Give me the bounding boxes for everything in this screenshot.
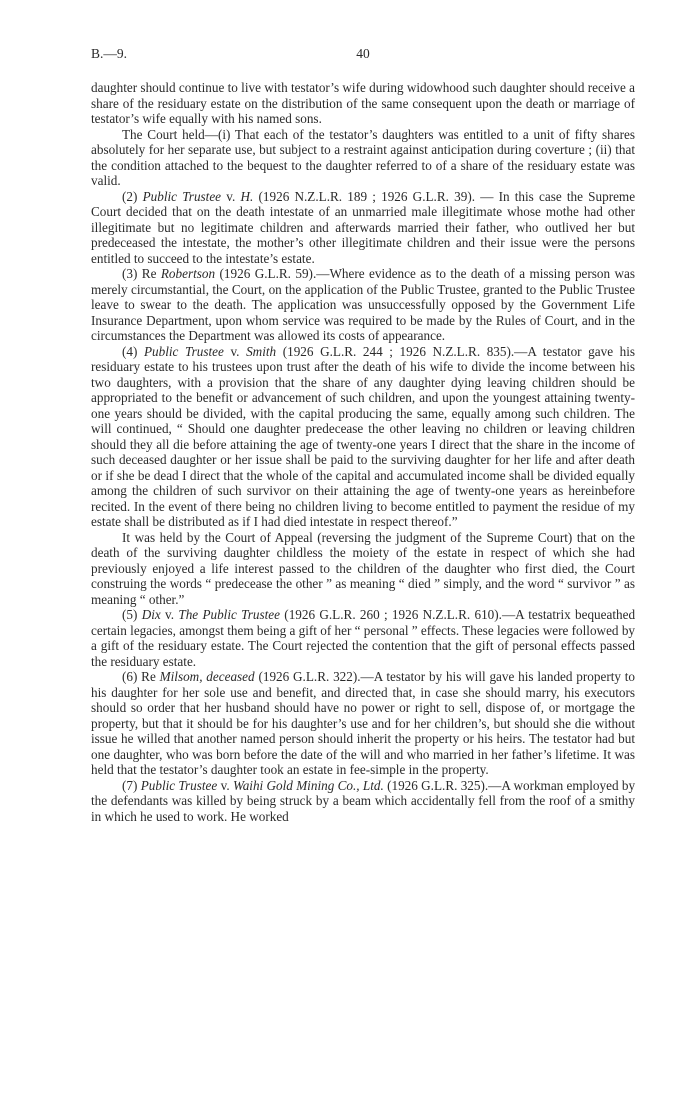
case-paragraph xyxy=(91,607,635,669)
case-text: (1926 G.L.R. 59).—Where evidence as to the death of a missing person was merely circumstantial, the Court, on the application of the Public Trustee, granted to the Public Trustee leave to swear to the death. The application was unsuccessfully opposed by the Government Life Insurance Department, upon whom service was required to be made by the Rules of Court, and in the circumstances the Department was allowed its costs of appearance. xyxy=(91,266,636,343)
case-text: (1926 N.Z.L.R. 189 ; 1926 G.L.R. 39). — In this case the Supreme Court decided that on the death intestate of an unmarried male illegitimate whose mothe had other illegitimate but no legitimate children and afterwards married their father, who outlived her but predeceased the intestate, the mother’s other illegitimate children and their issue were the persons entitled to succeed to the intestate’s estate. xyxy=(91,188,636,266)
case-party: Waihi Gold Mining Co., Ltd. xyxy=(232,777,384,793)
case-paragraph xyxy=(91,778,635,825)
case-text: (1926 G.L.R. 260 ; 1926 N.Z.L.R. 610).—A testatrix bequeathed certain legacies, amongst them being a gift of her “ personal ” effects. These legacies were followed by a gift of the residuary estate. The Court rejected the contention that the gift of personal effects passed the residuary estate. xyxy=(91,607,636,669)
case-name: Dix xyxy=(141,607,161,622)
case-number: (2) xyxy=(122,188,138,204)
case-number: (4) xyxy=(122,343,138,359)
case-paragraph xyxy=(91,266,635,344)
case-text: (1926 G.L.R. 322).—A testator by his will gave his landed property to his daughter for her sole use and benefit, and directed that, in case she should marry, his executors should so order that her husband should have no power or right to sell, dispose of, or mortgage the property, but that it should be for his daughter’s use and for her children’s, but should she die without issue he willed that another named person should inherit the property or his heirs. The testator had but one daughter, who was born before the date of the will and who married in her father’s lifetime. It was held that the testator’s daughter took an estate in fee-simple in the property. xyxy=(91,669,636,777)
case-number: (6) Re xyxy=(122,669,156,684)
case-number: (5) xyxy=(122,607,138,622)
case-name: Public Trustee xyxy=(143,343,224,359)
paragraph: The Court held—(i) That each of the testator’s daughters was entitled to a unit of fifty shares absolutely for her separate use, but subject to a restraint against anticipation during coverture ; (ii) that the condition attached to the bequest to the daughter referred to of a share of the residuary estate was valid. xyxy=(91,126,635,188)
case-name: Public Trustee xyxy=(140,777,218,793)
paragraph: daughter should continue to live with testator’s wife during widowhood such daughter should receive a share of the residuary estate on the distribution of the same consequent upon the death or marriage of testator’s wife equally with his named sons. xyxy=(91,80,635,126)
case-number: (3) Re xyxy=(122,266,157,281)
versus: v. xyxy=(230,343,240,359)
page-number: 40 xyxy=(356,46,370,61)
body-text xyxy=(91,80,635,824)
case-text: (1926 G.L.R. 325).—A workman employed by the defendants was killed by being struck by a beam which accidentally fell from the roof of a smithy in which he used to work. He worked xyxy=(91,777,636,824)
case-party: The Public Trustee xyxy=(178,607,280,622)
case-paragraph xyxy=(91,189,635,267)
case-paragraph xyxy=(91,669,635,778)
versus: v. xyxy=(165,607,175,622)
case-paragraph xyxy=(91,344,635,530)
case-number: (7) xyxy=(122,777,138,793)
running-header xyxy=(91,46,635,66)
case-name: Robertson xyxy=(160,266,216,281)
case-name: Milsom, deceased xyxy=(159,669,255,684)
case-party: Smith xyxy=(246,343,277,359)
report-code: B.—9. xyxy=(91,46,128,61)
versus: v. xyxy=(220,777,230,793)
versus: v. xyxy=(226,188,236,204)
case-text: (1926 G.L.R. 244 ; 1926 N.Z.L.R. 835).—A testator gave his residuary estate to his trustees upon trust after the death of his wife to divide the income between his two daughters, with a provision that the share of any daughter dying leaving children should be appropriated to the benefit or advancement of such children, and upon the youngest attaining twenty-one years should be divided, with the capital producing the same, equally among such children. The will continued, “ Should one daughter predecease the other leaving no children or leaving children should they all die before attaining the age of twenty-one years I direct that the share in the income of such deceased daughter or her issue shall be paid to the surviving daughter for her life and after death or if she be dead I direct that the whole of the capital and accumulated income shall be divided equally among the children of such survivor on their attaining the age of twenty-one years as hereinbefore recited. In the event of there being no children living to become entitled to payment the residue of my estate shall be distributed as if I had died intestate in respect thereof.” xyxy=(91,343,636,529)
case-name: Public Trustee xyxy=(142,188,222,204)
paragraph: It was held by the Court of Appeal (reversing the judgment of the Supreme Court) that on the death of the surviving daughter childless the moiety of the estate in respect of which she had previously enjoyed a life interest passed to the children of the daughter who first died, the Court construing the words “ predecease the other ” as meaning “ died ” simply, and the word “ survivor ” as meaning “ other.” xyxy=(91,529,635,607)
case-party: H. xyxy=(240,188,254,204)
